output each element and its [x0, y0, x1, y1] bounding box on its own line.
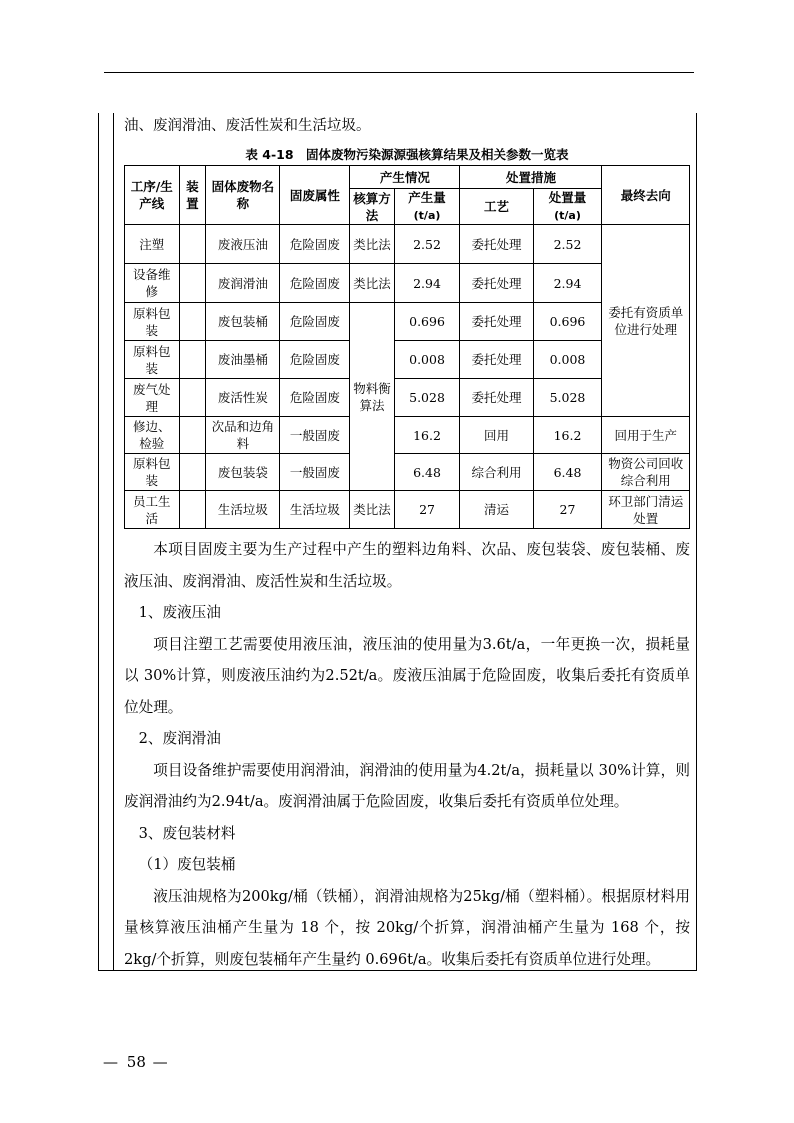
- cell-disposal: 2.52: [533, 225, 602, 264]
- header-disposal-amount: [533, 189, 602, 225]
- header-destination: 最终去向: [602, 166, 690, 225]
- paragraph-hydraulic-oil: 项目注塑工艺需要使用液压油，液压油的使用量为3.6t/a，一年更换一次，损耗量以 30%计算，则废液压油约为2.52t/a。废液压油属于危险固废，收集后委托有资质单位处理。: [124, 635, 690, 716]
- cell-disposal: 0.696: [533, 303, 602, 341]
- cell-attribute: 危险固废: [280, 264, 350, 303]
- cell-tech: 委托处理: [460, 341, 533, 379]
- table-caption: 表 4-18 固体废物污染源源强核算结果及相关参数一览表: [245, 147, 569, 162]
- cell-amount: 16.2: [394, 417, 460, 454]
- cell-attribute: 危险固废: [280, 341, 350, 379]
- cell-device: [179, 379, 206, 417]
- page-number: — 58 —: [103, 1053, 170, 1071]
- body-text: [124, 534, 690, 975]
- cell-disposal: 5.028: [533, 379, 602, 417]
- cell-tech: 委托处理: [460, 303, 533, 341]
- cell-process: 原料包装: [125, 341, 180, 379]
- header-process: 工序/生产线: [125, 166, 180, 225]
- cell-attribute: 危险固废: [280, 303, 350, 341]
- frame-inner-rule: [113, 113, 114, 970]
- cell-disposal: 0.008: [533, 341, 602, 379]
- cell-method: 类比法: [350, 264, 394, 303]
- cell-process: 员工生活: [125, 491, 180, 529]
- document-body: [124, 113, 690, 975]
- section-heading: 3、废包装材料: [138, 824, 236, 842]
- paragraph-lubricant: 项目设备维护需要使用润滑油，润滑油的使用量为4.2t/a，损耗量以 30%计算，则废润滑油约为2.94t/a。废润滑油属于危险固废，收集后委托有资质单位处理。: [124, 761, 690, 810]
- cell-name: 次品和边角料: [206, 417, 280, 454]
- cell-disposal: 16.2: [533, 417, 602, 454]
- cell-device: [179, 491, 206, 529]
- cell-device: [179, 225, 206, 264]
- header-device: 装置: [179, 166, 206, 225]
- cell-name: 生活垃圾: [206, 491, 280, 529]
- cell-method: 类比法: [350, 225, 394, 264]
- header-rule: [104, 72, 694, 73]
- cell-attribute: 生活垃圾: [280, 491, 350, 529]
- paragraph-packaging-drums: 液压油规格为200kg/桶（铁桶），润滑油规格为25kg/桶（塑料桶）。根据原材料用量核算液压油桶产生量为 18 个，按 20kg/个折算，润滑油桶产生量为 168 个，按 2kg/个折算，则废包装桶年产生量约 0.696t/a。收集后委托有资质单位进行处理。: [124, 887, 690, 968]
- cell-process: 设备维修: [125, 264, 180, 303]
- cell-tech: 委托处理: [460, 264, 533, 303]
- header-disposal-group: 处置措施: [460, 166, 602, 189]
- cell-attribute: 危险固废: [280, 379, 350, 417]
- subsection-heading: （1）废包装桶: [138, 856, 236, 873]
- cell-device: [179, 264, 206, 303]
- cell-amount: 0.696: [394, 303, 460, 341]
- cell-disposal: 6.48: [533, 454, 602, 491]
- cell-amount: 2.94: [394, 264, 460, 303]
- cell-method: 类比法: [350, 491, 394, 529]
- cell-amount: 0.008: [394, 341, 460, 379]
- cell-destination-merged: 委托有资质单位进行处理: [602, 225, 690, 417]
- cell-process: 废气处理: [125, 379, 180, 417]
- cell-device: [179, 454, 206, 491]
- cell-device: [179, 303, 206, 341]
- cell-name: 废液压油: [206, 225, 280, 264]
- cell-tech: 回用: [460, 417, 533, 454]
- cell-tech: 委托处理: [460, 379, 533, 417]
- cell-process: 原料包装: [125, 303, 180, 341]
- header-production-amount: [394, 189, 460, 225]
- cell-name: 废活性炭: [206, 379, 280, 417]
- cell-device: [179, 417, 206, 454]
- table-row: [125, 417, 690, 454]
- table-row: [125, 225, 690, 264]
- cell-destination: 物资公司回收综合利用: [602, 454, 690, 491]
- disposal-unit: (t/a): [554, 209, 581, 222]
- header-method: 核算方法: [350, 189, 394, 225]
- cell-name: 废润滑油: [206, 264, 280, 303]
- cell-attribute: 一般固废: [280, 454, 350, 491]
- disposal-amount-label: 处置量: [548, 190, 587, 205]
- cell-attribute: 危险固废: [280, 225, 350, 264]
- cell-name: 废包装袋: [206, 454, 280, 491]
- section-heading: 2、废润滑油: [138, 730, 221, 747]
- cell-amount: 5.028: [394, 379, 460, 417]
- cell-name: 废包装桶: [206, 303, 280, 341]
- cell-process: 注塑: [125, 225, 180, 264]
- cell-attribute: 一般固废: [280, 417, 350, 454]
- header-waste-name: 固体废物名称: [206, 166, 280, 225]
- cell-amount: 6.48: [394, 454, 460, 491]
- cell-process: 原料包装: [125, 454, 180, 491]
- cell-process: 修边、检验: [125, 417, 180, 454]
- production-unit: (t/a): [413, 209, 441, 222]
- header-attribute: 固废属性: [280, 166, 350, 225]
- paragraph-summary: 本项目固废主要为生产过程中产生的塑料边角料、次品、废包装袋、废包装桶、废液压油、废润滑油、废活性炭和生活垃圾。: [124, 541, 690, 590]
- table-row: [125, 454, 690, 491]
- page-number-value: 58: [126, 1053, 146, 1071]
- cell-destination: 环卫部门清运处置: [602, 491, 690, 529]
- cell-method-merged: 物料衡算法: [350, 303, 394, 491]
- header-production-group: 产生情况: [350, 166, 460, 189]
- cell-device: [179, 341, 206, 379]
- cell-disposal: 27: [533, 491, 602, 529]
- cell-disposal: 2.94: [533, 264, 602, 303]
- cell-tech: 委托处理: [460, 225, 533, 264]
- cell-amount: 27: [394, 491, 460, 529]
- production-amount-label: 产生量: [408, 190, 446, 205]
- cell-tech: 清运: [460, 491, 533, 529]
- cell-destination: 回用于生产: [602, 417, 690, 454]
- intro-line: 油、废润滑油、废活性炭和生活垃圾。: [124, 118, 371, 134]
- cell-name: 废油墨桶: [206, 341, 280, 379]
- table-row: [125, 491, 690, 529]
- cell-tech: 综合利用: [460, 454, 533, 491]
- cell-amount: 2.52: [394, 225, 460, 264]
- section-heading: 1、废液压油: [138, 604, 221, 621]
- solid-waste-table: [124, 165, 690, 529]
- header-process-tech: 工艺: [460, 189, 533, 225]
